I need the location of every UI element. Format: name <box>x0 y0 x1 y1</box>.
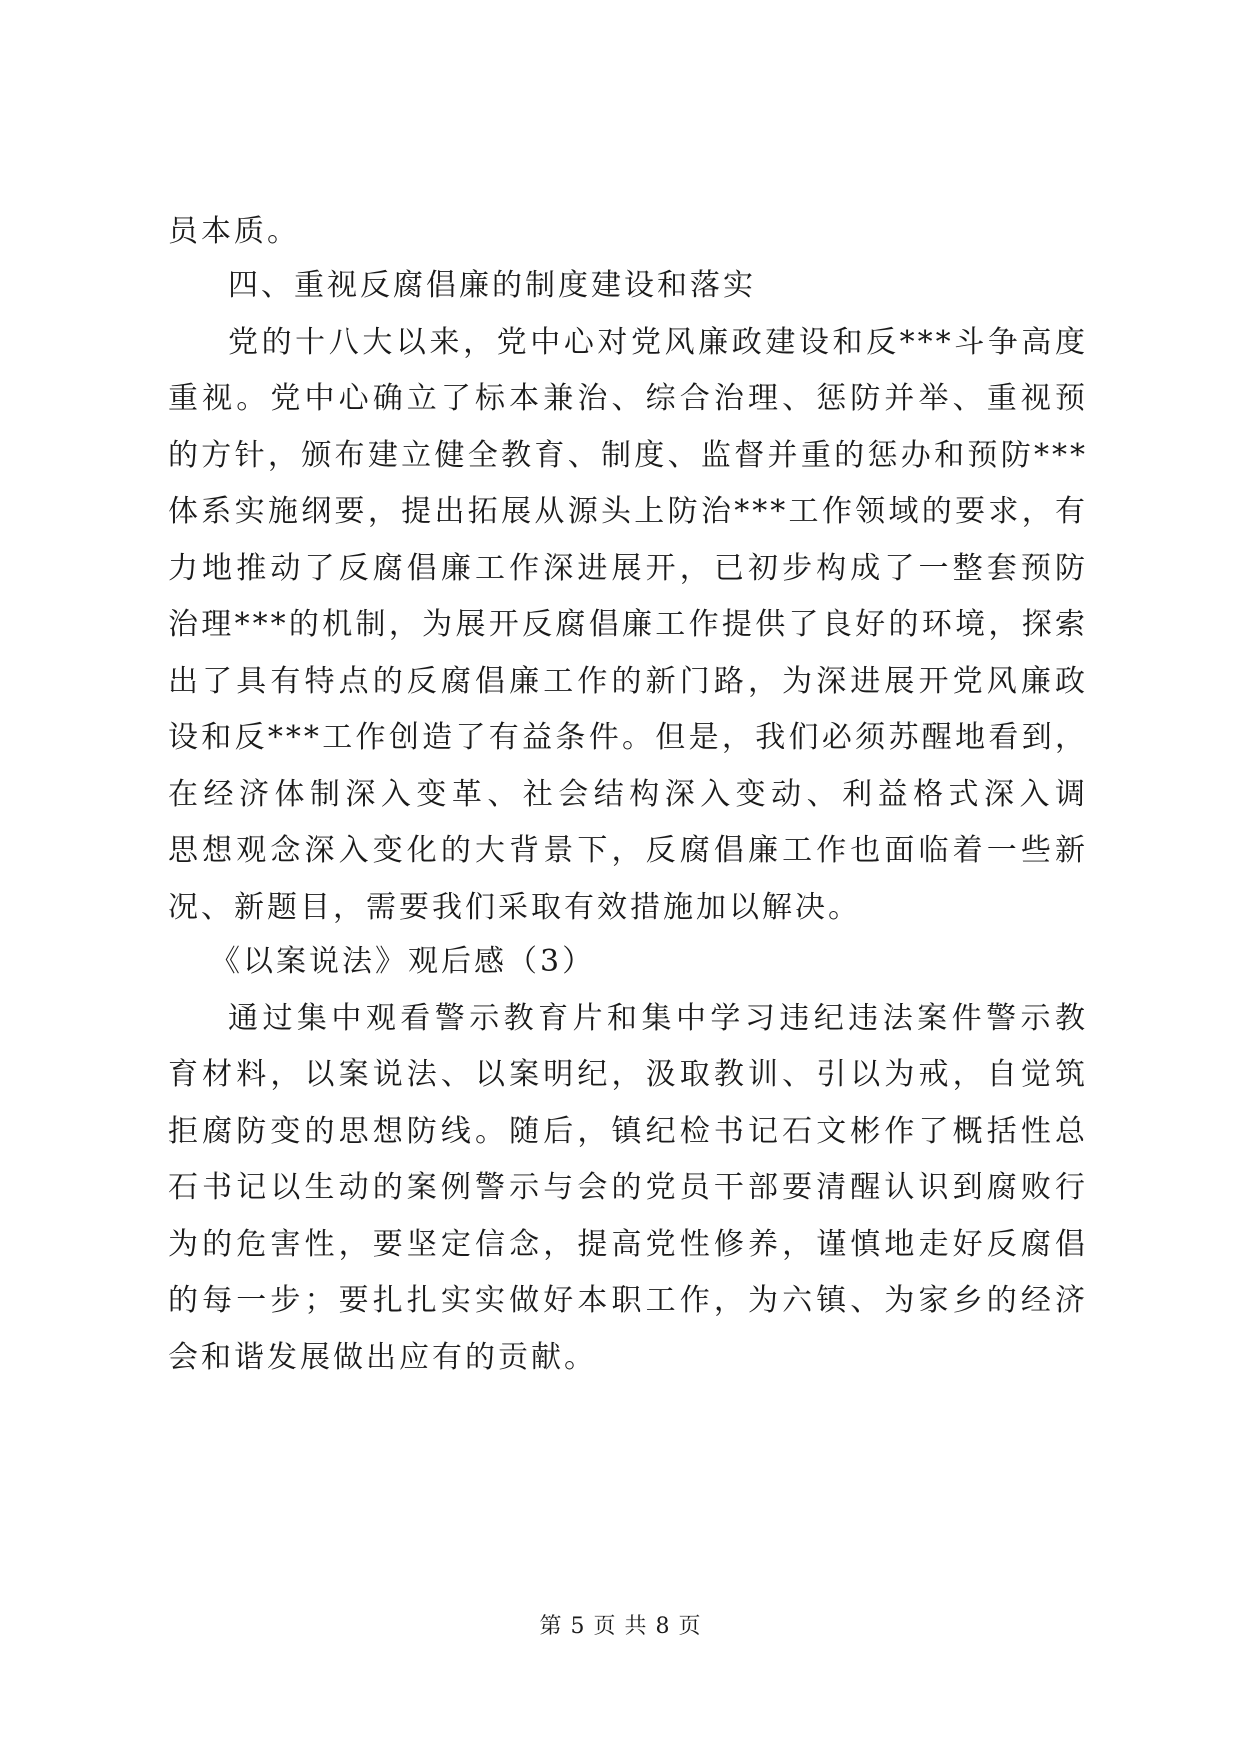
text-line: 石书记以生动的案例警示与会的党员干部要清醒认识到腐败行 <box>168 1170 1088 1205</box>
text-line: 出了具有特点的反腐倡廉工作的新门路，为深进展开党风廉政 <box>168 664 1088 699</box>
text-line: 育材料，以案说法、以案明纪，汲取教训、引以为戒，自觉筑 <box>168 1057 1088 1092</box>
text-line: 设和反***工作创造了有益条件。但是，我们必须苏醒地看到， <box>168 720 1088 755</box>
text-line: 拒腐防变的思想防线。随后，镇纪检书记石文彬作了概括性总 <box>168 1114 1088 1149</box>
text-line: 的方针，颁布建立健全教育、制度、监督并重的惩办和预防*** <box>168 438 1088 473</box>
section-heading: 四、重视反腐倡廉的制度建设和落实 <box>228 268 756 303</box>
text-line: 的每一步；要扎扎实实做好本职工作，为六镇、为家乡的经济 <box>168 1283 1088 1318</box>
text-line: 力地推动了反腐倡廉工作深进展开，已初步构成了一整套预防 <box>168 551 1088 586</box>
text-line: 通过集中观看警示教育片和集中学习违纪违法案件警示教 <box>228 1001 1088 1036</box>
text-line: 为的危害性，要坚定信念，提高党性修养，谨慎地走好反腐倡 <box>168 1227 1088 1262</box>
text-line: 体系实施纲要，提出拓展从源头上防治***工作领域的要求，有 <box>168 494 1088 529</box>
text-line: 况、新题目，需要我们采取有效措施加以解决。 <box>168 890 861 925</box>
text-line: 重视。党中心确立了标本兼治、综合治理、惩防并举、重视预 <box>168 381 1088 416</box>
text-line: 思想观念深入变化的大背景下，反腐倡廉工作也面临着一些新 <box>168 833 1088 868</box>
text-line: 员本质。 <box>168 214 300 249</box>
text-line: 党的十八大以来，党中心对党风廉政建设和反***斗争高度 <box>228 325 1088 360</box>
text-line: 治理***的机制，为展开反腐倡廉工作提供了良好的环境，探索 <box>168 607 1088 642</box>
text-line: 会和谐发展做出应有的贡献。 <box>168 1340 597 1375</box>
section-heading: 《以案说法》观后感（3） <box>210 944 596 979</box>
page-number: 第 5 页 共 8 页 <box>539 1614 702 1639</box>
text-line: 在经济体制深入变革、社会结构深入变动、利益格式深入调 <box>168 777 1088 812</box>
